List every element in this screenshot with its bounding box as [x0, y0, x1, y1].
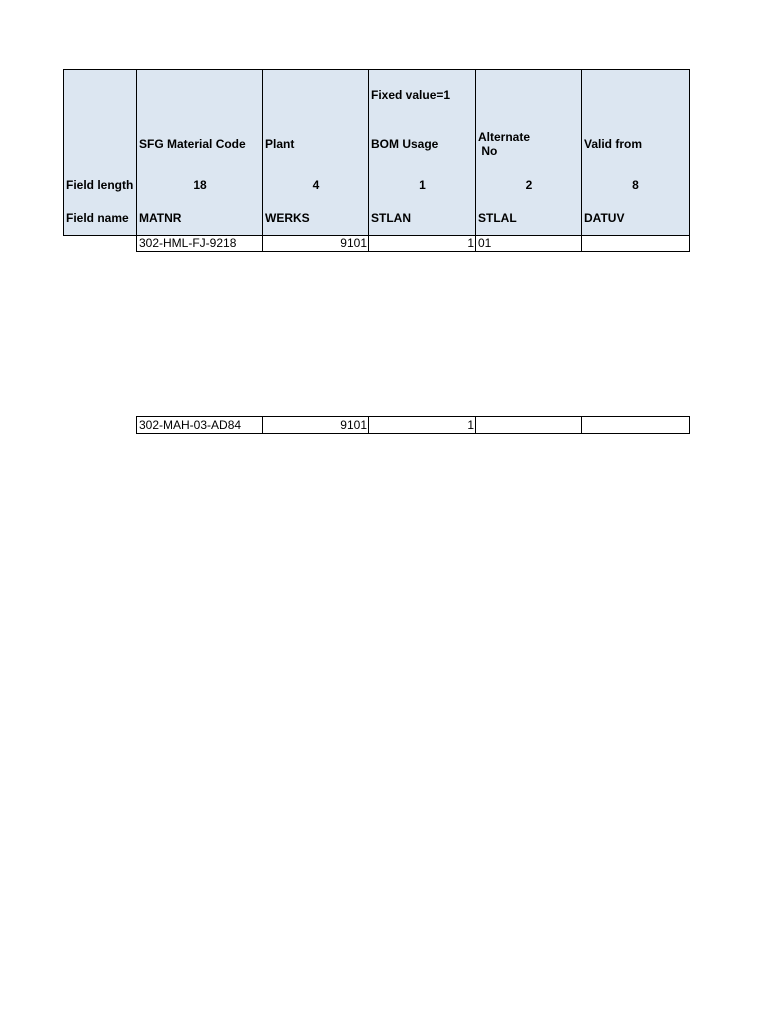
field-length-label: Field length — [63, 169, 137, 202]
column-title-material: SFG Material Code — [136, 119, 263, 170]
field-length-valid-from: 8 — [581, 169, 690, 202]
column-title-alternate: Alternate No — [475, 119, 582, 170]
header-blank-plant — [262, 69, 369, 120]
row1-plant[interactable]: 9101 — [262, 235, 369, 252]
field-length-bom-usage: 1 — [368, 169, 476, 202]
field-name-material: MATNR — [136, 201, 263, 236]
row1-material[interactable]: 302-HML-FJ-9218 — [136, 235, 263, 252]
header-blank-valid — [581, 69, 690, 120]
row2-alternate[interactable] — [475, 416, 582, 434]
column-title-blank — [63, 119, 137, 170]
field-length-plant: 4 — [262, 169, 369, 202]
column-title-bom-usage: BOM Usage — [368, 119, 476, 170]
row2-plant[interactable]: 9101 — [262, 416, 369, 434]
corner-cell — [63, 69, 137, 120]
field-name-plant: WERKS — [262, 201, 369, 236]
field-length-alternate: 2 — [475, 169, 582, 202]
field-name-valid-from: DATUV — [581, 201, 690, 236]
row2-material[interactable]: 302-MAH-03-AD84 — [136, 416, 263, 434]
row1-alternate[interactable]: 01 — [475, 235, 582, 252]
row1-valid-from[interactable] — [581, 235, 690, 252]
header-blank-material — [136, 69, 263, 120]
fixed-value-note: Fixed value=1 — [368, 69, 476, 120]
column-title-valid-from: Valid from — [581, 119, 690, 170]
column-title-plant: Plant — [262, 119, 369, 170]
field-length-material: 18 — [136, 169, 263, 202]
row2-valid-from[interactable] — [581, 416, 690, 434]
header-blank-alternate — [475, 69, 582, 120]
row1-bom-usage[interactable]: 1 — [368, 235, 476, 252]
field-name-bom-usage: STLAN — [368, 201, 476, 236]
field-name-label: Field name — [63, 201, 137, 236]
row2-bom-usage[interactable]: 1 — [368, 416, 476, 434]
field-name-alternate: STLAL — [475, 201, 582, 236]
